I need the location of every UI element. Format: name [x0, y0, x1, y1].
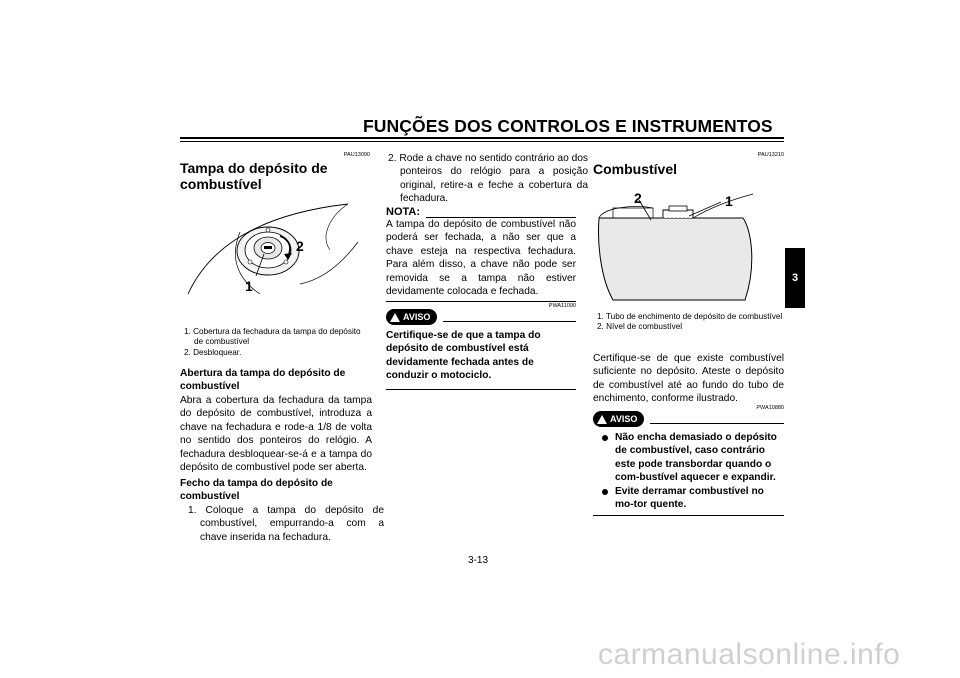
caption-fuel-1: 1. Tubo de enchimento de depósito de combustível — [597, 312, 783, 321]
warning-list-item: Não encha demasiado o depósito de combustível, caso contrário este pode transbordar quando o com-bustível aquecer e expandir. — [593, 431, 784, 485]
fuel-tank-cap-illustration — [180, 196, 370, 314]
figure-label-1: 1 — [245, 278, 253, 294]
figure-captions-fuel — [597, 312, 783, 333]
warning-bottom-rule-fuel — [593, 515, 784, 516]
figure-label-1-fuel: 1 — [725, 193, 733, 209]
caption-fuel-2: 2. Nível de combustível — [597, 322, 683, 332]
aviso-label: AVISO — [403, 312, 431, 322]
warning-text: Certifique-se de que a tampa do depósito de combustível está devidamente fechada antes de conduzir o motociclo. — [386, 330, 541, 382]
step-1: 1. Coloque a tampa do depósito de combustível, empurrando-a com a chave inserida na fechadura. — [188, 505, 384, 543]
warning-rule — [443, 321, 576, 322]
paragraph-opening: Abra a cobertura da fechadura da tampa do depósito de combustível, introduza a chave na fechadura e rode-a 1/8 de volta no sentido dos ponteiros do relógio. A fechadura desbloquear-se-á e a tampa do depósito de combustível pode ser aberta. — [180, 395, 372, 474]
header-rule — [180, 137, 784, 139]
caption-2: 2. Desbloquear. — [184, 347, 242, 357]
warning-list — [593, 431, 784, 511]
warning-bottom-rule — [386, 389, 576, 390]
figure-label-2-fuel: 2 — [634, 190, 642, 206]
page-title: FUNÇÕES DOS CONTROLOS E INSTRUMENTOS — [363, 116, 773, 136]
chapter-tab: 3 — [785, 248, 805, 308]
section-code: PAU13090 — [343, 152, 370, 158]
warning-block-fuel — [593, 411, 784, 516]
warning-triangle-icon — [597, 415, 607, 424]
step-2: 2. Rode a chave no sentido contrário ao dos ponteiros do relógio para a posição original, retire-a e feche a cobertura da fechadura. — [388, 153, 588, 205]
warning-code-fuel: PWA10880 — [756, 405, 784, 411]
figure-label-2: 2 — [296, 238, 304, 254]
page-number: 3-13 — [468, 555, 489, 566]
warning-code: PWA11090 — [548, 303, 576, 309]
subheading-closing: Fecho da tampa do depósito de combustível — [180, 478, 333, 503]
subheading-opening: Abertura da tampa do depósito de combustível — [180, 368, 346, 393]
fuel-tank-level-illustration — [593, 184, 784, 302]
warning-triangle-icon — [390, 313, 400, 322]
warning-rule-fuel — [650, 423, 784, 424]
watermark: carmanualsonline.info — [598, 638, 901, 671]
paragraph-fuel: Certifique-se de que existe combustível suficiente no depósito. Ateste o depósito de combustível até ao fundo do tubo de enchimento, conforme ilustrado. — [593, 353, 784, 405]
aviso-badge — [386, 309, 437, 325]
warning-list-item: Evite derramar combustível no mo-tor quente. — [593, 485, 784, 512]
caption-1: 1. Cobertura da fechadura da tampa do depósito de combustível — [184, 327, 361, 347]
note-block — [386, 206, 576, 302]
aviso-label-fuel: AVISO — [610, 414, 638, 424]
figure-captions — [184, 327, 370, 358]
section-code-fuel: PAU13210 — [757, 152, 784, 158]
section-heading-fuel-tank-cap: Tampa do depósito de combustível — [180, 160, 328, 192]
header-rule-thin — [180, 141, 784, 142]
aviso-badge-fuel — [593, 411, 644, 427]
section-heading-fuel: Combustível — [593, 161, 678, 177]
note-text: A tampa do depósito de combustível não poderá ser fechada, a não ser que a chave esteja na respectiva fechadura. Para além disso, a chave não pode ser removida se a tampa não estiver devidamente colocada e fechada. — [386, 219, 576, 298]
note-label: NOTA: — [386, 206, 421, 218]
warning-block — [386, 309, 576, 390]
